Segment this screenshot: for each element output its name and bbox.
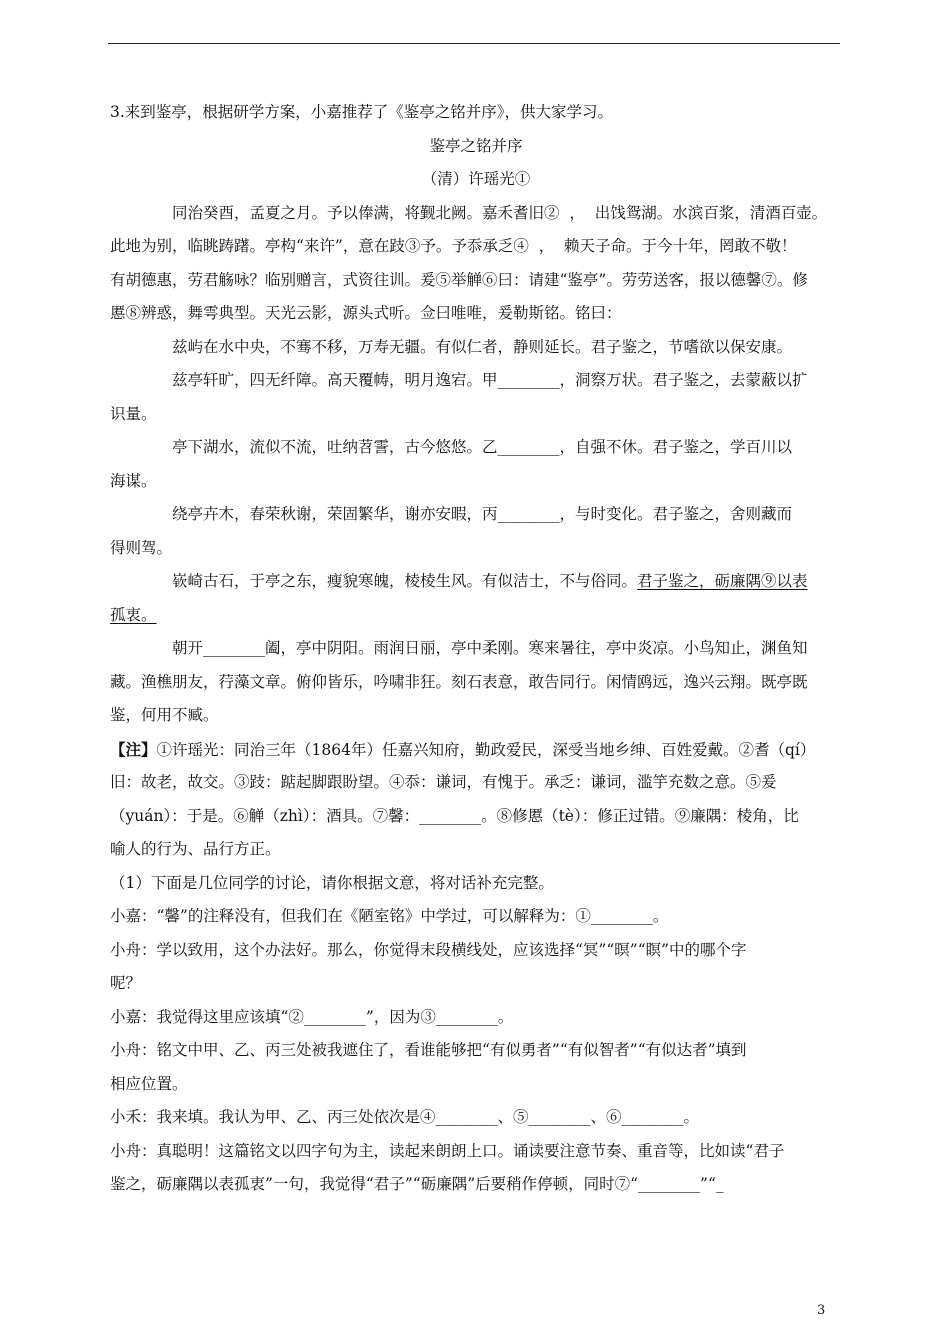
sub-question: （1）下面是几位同学的讨论，请你根据文意，将对话补充完整。 xyxy=(110,873,554,892)
inscription-line: 得则驾。 xyxy=(110,538,173,557)
inscription-line: 兹屿在水中央，不骞不移，万寿无疆。有似仁者，静则延长。君子鉴之，节嗜欲以保安康。 xyxy=(172,337,793,356)
underlined-sentence: 君子鉴之，砺廉隅⑨以表 xyxy=(637,572,808,590)
inscription-line: 亭下湖水，流似不流，吐纳苕霅，古今悠悠。乙________，自强不休。君子鉴之，学百川以 xyxy=(172,438,793,456)
dialogue-line: 小嘉：我觉得这里应该填“②________”，因为③________。 xyxy=(110,1007,514,1026)
inscription-line xyxy=(110,565,842,599)
inscription-line: 藏。渔樵朋友，荇藻文章。俯仰皆乐，吟啸非狂。刻石表意，敢告同行。闲情鸥远，逸兴云翔。既亭既 xyxy=(110,672,808,691)
notes-text: ①许瑶光：同治三年（1864年）任嘉兴知府，勤政爱民，深受当地乡绅、百姓爱戴。②耆（qí） xyxy=(156,740,816,759)
dialogue-line: 小禾：我来填。我认为甲、乙、丙三处依次是④________、⑤________、⑥________。 xyxy=(110,1108,700,1126)
dialogue-line: 小舟：学以致用，这个办法好。那么，你觉得末段横线处，应该选择“冥”“暝”“瞑”中的哪个字 xyxy=(110,940,747,959)
notes-line: 喻人的行为、品行方正。 xyxy=(110,840,281,858)
notes-line xyxy=(110,733,842,767)
notes-line: （yuán）：于是。⑥觯（zhì）：酒具。⑦馨：________。⑧修慝（tè）：修正过错。⑨廉隅：棱角，比 xyxy=(110,806,799,825)
inscription-line xyxy=(110,599,842,633)
inscription-line: 鉴，何用不臧。 xyxy=(110,706,219,724)
dialogue-line: 小舟：真聪明！这篇铭文以四字句为主，读起来朗朗上口。诵读要注意节奏、重音等，比如读“君子 xyxy=(110,1141,785,1160)
preface-line: 同治癸酉，孟夏之月。予以俸满，将觐北阙。嘉禾耆旧② ， 出饯鸳湖。水滨百浆，清酒百壶。 xyxy=(172,203,828,222)
inscription-line: 绕亭卉木，春荣秋谢，荣固繁华，谢亦安暇，丙________，与时变化。君子鉴之，舍则藏而 xyxy=(172,505,793,523)
notes-line: 旧：故老，故交。③跂：踮起脚跟盼望。④忝：谦词，有愧于。承乏：谦词，滥竽充数之意。⑤爰 xyxy=(110,773,777,791)
preface-line: 此地为别，临眺踌躇。亭构“来许”，意在跂③予。予忝承乏④ ， 赖天子命。于今十年，罔敢不敬！ xyxy=(110,237,797,255)
document-body xyxy=(110,96,842,1202)
inscription-line: 海谋。 xyxy=(110,471,157,490)
underlined-sentence-end: 孤衷。 xyxy=(110,605,157,624)
dialogue-line: 鉴之，砺廉隅以表孤衷”一句，我觉得“君子”“砺廉隅”后要稍作停顿，同时⑦“________”“_ xyxy=(110,1175,724,1193)
dialogue-line: 相应位置。 xyxy=(110,1074,188,1093)
header-rule xyxy=(108,43,840,44)
notes-label: 【注】 xyxy=(110,739,157,759)
page-number: 3 xyxy=(817,1303,826,1318)
inscription-line: 朝开________阖，亭中阴阳。雨润日丽，亭中柔刚。寒来暑往，亭中炎凉。小鸟知止，渊鱼知 xyxy=(172,639,808,657)
question-intro: 3.来到鉴亭，根据研学方案，小嘉推荐了《鉴亭之铭并序》，供大家学习。 xyxy=(110,103,614,121)
preface-line: 慝⑧辨惑，舞雩典型。天光云影，源头式听。佥曰唯唯，爰勒斯铭。铭曰： xyxy=(110,304,622,322)
inscription-text: 嵚崎古石，于亭之东，瘦貌寒魄，棱棱生风。有似洁士，不与俗同。 xyxy=(172,572,638,590)
dialogue-line: 小舟：铭文中甲、乙、丙三处被我遮住了，看谁能够把“有似勇者”“有似智者”“有似达者”填到 xyxy=(110,1041,747,1059)
inscription-line: 识量。 xyxy=(110,404,157,423)
dialogue-line: 呢？ xyxy=(110,974,142,992)
dialogue-line: 小嘉：“馨”的注释没有，但我们在《陋室铭》中学过，可以解释为：①________。 xyxy=(110,907,669,925)
preface-line: 有胡德惠，劳君觞咏？临别赠言，式资往训。爰⑤举觯⑥曰：请建“鉴亭”。劳劳送客，报以德馨⑦。修 xyxy=(110,270,808,289)
inscription-line: 兹亭轩旷，四无纤障。高天覆帱，明月逸宕。甲________，洞察万状。君子鉴之，去蒙蔽以扩 xyxy=(172,371,808,389)
essay-title: 鉴亭之铭并序 xyxy=(429,136,523,155)
essay-author: （清）许瑶光① xyxy=(421,170,531,188)
